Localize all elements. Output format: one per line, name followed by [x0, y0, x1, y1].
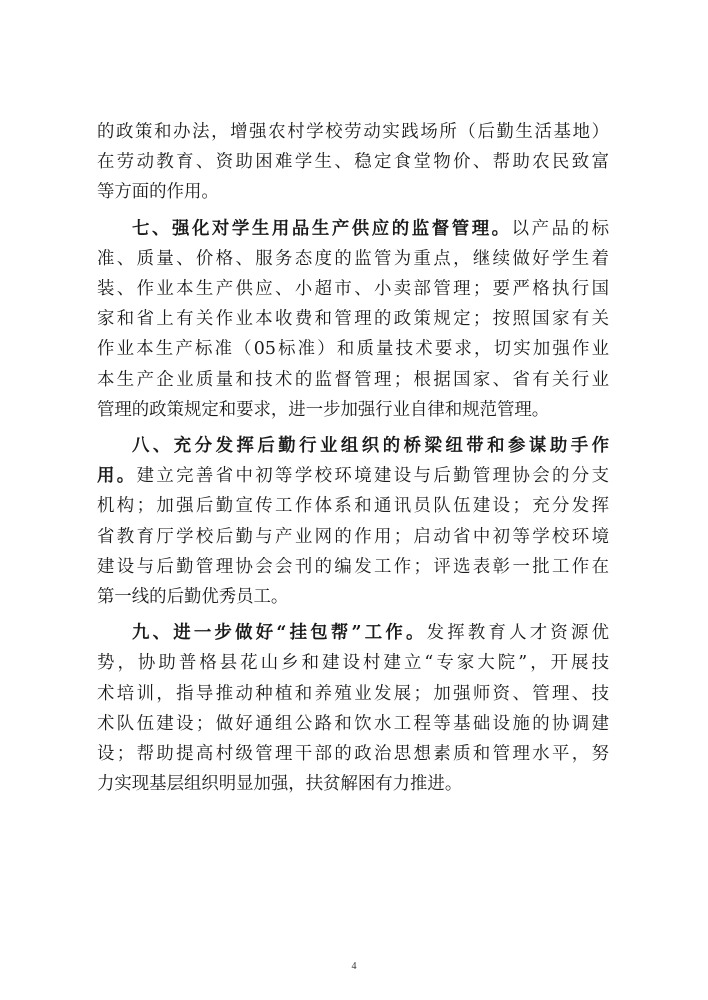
text-line: 术队伍建设；做好通组公路和饮水工程等基础设施的协调建 — [97, 713, 609, 734]
text-line: 设；帮助提高村级管理干部的政治思想素质和管理水平，努 — [97, 744, 609, 765]
paragraph-continuation — [97, 117, 609, 208]
text-line: 术培训，指导推动种植和养殖业发展；加强师资、管理、技 — [97, 683, 609, 704]
text-span: 以产品的标 — [511, 218, 609, 239]
section-heading: 九、进一步做好“挂包帮”工作。 — [132, 623, 427, 644]
section-heading: 八、充分发挥后勤行业组织的桥梁纽带和参谋助手作 — [132, 436, 609, 457]
text-span: 发挥教育人才资源优 — [426, 623, 609, 644]
text-line: 机构；加强后勤宣传工作体系和通讯员队伍建设；充分发挥 — [97, 496, 609, 517]
text-line: 的政策和办法，增强农村学校劳动实践场所（后勤生活基地） — [97, 122, 609, 142]
paragraph-section-8 — [97, 431, 609, 612]
text-line: 建设与后勤管理协会会刊的编发工作；评选表彰一批工作在 — [97, 556, 609, 577]
text-line: 作业本生产标准（05标准）和质量技术要求，切实加强作业 — [97, 339, 609, 360]
paragraph-section-7 — [97, 214, 609, 425]
text-line: 力实现基层组织明显加强，扶贫解困有力推进。 — [97, 774, 463, 795]
text-line: 本生产企业质量和技术的监督管理；根据国家、省有关行业 — [97, 369, 609, 390]
paragraph-section-9 — [97, 618, 609, 799]
text-line — [97, 214, 609, 244]
page-number: 4 — [351, 961, 357, 972]
section-heading-end: 用。 — [97, 466, 137, 487]
text-line: 等方面的作用。 — [97, 182, 219, 203]
section-heading: 七、强化对学生用品生产供应的监督管理。 — [132, 218, 512, 239]
text-line — [97, 618, 609, 648]
text-line: 家和省上有关作业本收费和管理的政策规定；按照国家有关 — [97, 309, 609, 330]
text-line: 第一线的后勤优秀员工。 — [97, 587, 289, 608]
text-line: 装、作业本生产供应、小超市、小卖部管理；要严格执行国 — [97, 279, 609, 300]
text-line: 势，协助普格县花山乡和建设村建立“专家大院”，开展技 — [97, 653, 609, 674]
text-line: 管理的政策规定和要求，进一步加强行业自律和规范管理。 — [97, 399, 550, 420]
text-line: 在劳动教育、资助困难学生、稳定食堂物价、帮助农民致富 — [97, 152, 609, 173]
text-span: 建立完善省中初等学校环境建设与后勤管理协会的分支 — [136, 466, 609, 487]
text-line: 准、质量、价格、服务态度的监管为重点，继续做好学生着 — [97, 248, 609, 269]
text-line — [97, 461, 609, 491]
text-line: 省教育厅学校后勤与产业网的作用；启动省中初等学校环境 — [97, 526, 609, 547]
document-body — [97, 117, 609, 799]
